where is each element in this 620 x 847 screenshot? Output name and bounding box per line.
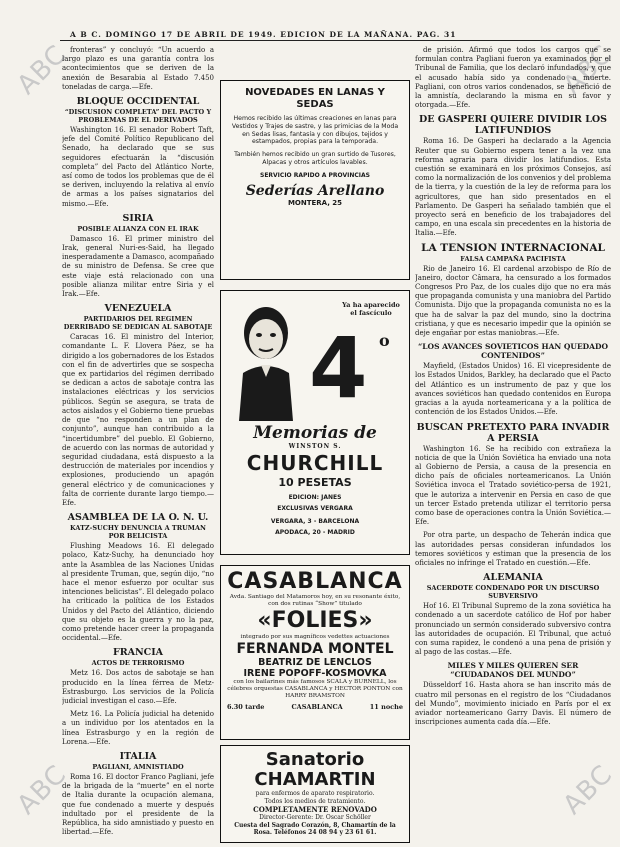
ad1-address: MONTERA, 25 — [287, 198, 343, 207]
col3-s2-sub: FALSA CAMPAÑA PACIFISTA — [460, 254, 566, 263]
ad4-title: Sanatorio CHAMARTIN — [254, 749, 376, 790]
col3-s1-body: Roma 16. De Gasperi ha declarado a la Agencia Reuter que su Gobierno espera tener a la vez una reforma agraria para dividir los latifundios. Esta cuestión se examinará en los próximos Consejos, así como la normalización de los convenios y del problema de la tierra, y la cuestión de la ley de reforma para los agricultores, que han sido presentados en el Parlamento. De Gasperi ha señalado también que el proyecto será en beneficio de los trabajadores del campo, en una escala sin precedentes en la historia de Italia.—Efe. — [415, 137, 611, 238]
right-column — [415, 46, 611, 846]
col1-s5-body2: Metz 16. La Policía judicial ha detenido a un individuo por los atentados en la línea Estrasburgo y en la región de Lorena.—Efe. — [62, 710, 214, 746]
col1-s1-sub: “DISCUSION COMPLETA” DEL PACTO Y PROBLEMAS DE EL DERIVADOS — [64, 108, 212, 125]
watermark-left-bottom: ABC — [11, 759, 73, 821]
col3-s6-title: MILES Y MILES QUIEREN SER “CIUDADANOS DEL MUNDO” — [447, 661, 579, 680]
ad4-line3: COMPLETAMENTE RENOVADO — [253, 805, 377, 814]
col3-s6-body: Düsseldorf 16. Hasta ahora se han inscrito más de cuatro mil personas en el registro de los “Ciudadanos del Mundo”, movimiento iniciado en París por el ex aviador norteamericano Garry Davis. El número de inscripciones aumenta cada día.—Efe. — [415, 681, 611, 727]
ad-sanatorio-chamartin — [220, 745, 410, 843]
col1-s2-body: Damasco 16. El primer ministro del Irak, general Nuri-es-Said, ha llegado inesperadamente a Damasco, acompañado de su ministro de Defensa. Se cree que este viaje está relacionado con una posible alianza militar entre Siria y el Irak.—Efe. — [62, 234, 214, 299]
col1-s2-sub: POSIBLE ALIANZA CON EL IRAK — [77, 224, 199, 233]
ad1-brand: Sederías Arellano — [245, 182, 385, 199]
ad2-edition: EDICION: JANES — [288, 494, 342, 501]
col3-s4-body: Washington 16. Se ha recibido con extrañeza la noticia de que la Unión Soviética ha enviado una nota al Gobierno de Persia, a causa de la presencia en dicho país de oficiales norteamericanos. La Unión Soviética invoca el Tratado soviético-persa de 1921, que le autoriza a intervenir en Persia en caso de que un tercer Estado pretenda utilizar el territorio persa como base de operaciones contra la Unión Soviética.—Efe. — [415, 444, 611, 527]
ad1-title: NOVEDADES EN LANAS Y SEDAS — [245, 87, 385, 110]
ad4-line5: Cuesta del Sagrado Corazón, 8, Chamartín de la Rosa. Teléfonos 24 08 94 y 23 61 61. — [234, 821, 396, 836]
header-rule — [60, 40, 600, 41]
ad-churchill-memoirs — [220, 290, 410, 555]
col1-s6-title: ITALIA — [119, 750, 157, 762]
ad2-price: 10 PESETAS — [278, 476, 352, 489]
col1-s6-body: Roma 16. El doctor Franco Pagliani, jefe de la brigada de la “muerte” en el norte de Italia durante la ocupación alemana, que fue condenado a muerte y después indultado por el presidente de la República, ha sido amnistiado y puesto en libertad.—Efe. — [62, 772, 214, 837]
col1-s5-sub: ACTOS DE TERRORISMO — [91, 659, 185, 668]
ad3-star1: FERNANDA MONTEL — [236, 641, 394, 657]
ad3-extra: con los bailarines más famosos SCALA y BURNELL, los célebres orquestas CASABLANCA y HECTOR PONTON con HARRY BRAMSTON — [227, 679, 403, 699]
ad1-service: SERVICIO RAPIDO A PROVINCIAS — [260, 171, 370, 179]
col3-s5-sub: SACERDOTE CONDENADO POR UN DISCURSO SUBVERSIVO — [426, 584, 600, 601]
ad-casablanca — [220, 565, 410, 740]
ad2-exclusive: EXCLUSIVAS VERGARA — [277, 505, 353, 512]
page-header — [0, 0, 620, 40]
churchill-portrait-image — [235, 301, 297, 421]
col1-s4-sub: KATZ-SUCHY DENUNCIA A TRUMAN POR BELICISTA — [70, 524, 206, 541]
ad3-star2: BEATRIZ DE LENCLOS — [258, 657, 372, 668]
ad2-addr1: VERGARA, 3 - BARCELONA — [270, 518, 360, 525]
ad1-body2: También hemos recibido un gran surtido de Tusores, Alpacas y otros artículos lavables. — [234, 151, 396, 166]
ad2-memorias: Memorias de — [253, 423, 377, 443]
col1-s5-body: Metz 16. Dos actos de sabotaje se han producido en la línea férrea de Metz-Estrasburgo. Los servicios de la Policía judicial investigan el caso.—Efe. — [62, 669, 214, 705]
col3-intro: de prisión. Afirmó que todos los cargos que se formulan contra Pagliani fueron ya examinados por el Tribunal de Familia, que los declaró infundados, y que el acusado había sido ya condenado a muerte. Pagliani, con otros varios condenados, se benefició de la amnistía, declarando la misma en su favor y otorgada.—Efe. — [415, 46, 611, 110]
col3-s3-body: Mayfield, (Estados Unidos) 16. El vicepresidente de los Estados Unidos, Barkley, ha declarado que el Pacto del Atlántico es un instrumento de paz y que los avances soviéticos han quedado contenidos en Europa gracias a la ayuda norteamericana y a la política de contención de los Estados Unidos.—Efe. — [415, 362, 611, 417]
ad3-time2: 11 noche — [369, 703, 403, 711]
col3-s4-body2: Por otra parte, un despacho de Teherán indica que las autoridades persas consideran infundados los temores soviéticos y estiman que la presencia de los oficiales no infringe el Tratado en cuestión.—Efe. — [415, 531, 611, 567]
ad-sederias-arellano — [220, 80, 410, 280]
ad3-casablanca: CASABLANCA — [227, 569, 403, 594]
ad3-schedule — [227, 703, 403, 711]
col1-s6-sub: PAGLIANI, AMNISTIADO — [92, 762, 184, 771]
col1-s1-title: BLOQUE OCCIDENTAL — [76, 96, 200, 108]
ad1-body: Hemos recibido las últimas creaciones en lanas para Vestidos y Trajes de sastre, y las primicias de la Moda en Sedas lisas, fantasía y con dibujos, tejidos y estampados, propias para la temporada. — [231, 115, 399, 146]
ad3-desc: integrado por sus magníficos vedettes actuaciones — [240, 634, 390, 640]
col1-s1-body: Washington 16. El senador Robert Taft, jefe del Comité Político Republicano del Senado, ha declarado que se sus seguidores efectuarán la “discusión completa” del Pacto del Atlántico Norte, así como de todos los problemas que de él se deriven, incluyendo la relativa al envío de armas a los países signatarios del mismo.—Efe. — [62, 126, 214, 208]
left-column — [62, 46, 214, 846]
ad2-announce: Ya ha aparecido el fascículo — [342, 301, 400, 317]
ad2-addr2: APODACA, 20 - MADRID — [275, 529, 355, 536]
watermark-right-bottom: ABC — [557, 759, 619, 821]
col3-s4-title: BUSCAN PRETEXTO PARA INVADIR A PERSIA — [416, 421, 610, 444]
col1-s5-title: FRANCIA — [112, 647, 164, 659]
ad4-line1: para enfermos de aparato respiratorio. — [255, 790, 375, 797]
col1-s3-sub: PARTIDARIOS DEL REGIMEN DERRIBADO SE DEDICAN AL SABOTAJE — [63, 315, 213, 332]
ad2-ordinal: o — [379, 331, 390, 350]
ad3-venue: CASABLANCA — [291, 703, 343, 711]
ad4-line4: Director-Gerente: Dr. Oscar Schöller — [259, 814, 371, 821]
col1-intro: fronteras” y concluyó: “Un acuerdo a largo plazo es una garantía contra los acontecimientos que se deriven de la anexión de Besarabia al Estado 7.450 toneladas de carga.—Efe. — [62, 46, 214, 91]
col1-s3-title: VENEZUELA — [104, 303, 172, 315]
watermark-right-top: ABC — [557, 39, 619, 101]
col3-s2-title: LA TENSION INTERNACIONAL — [421, 241, 605, 254]
ad3-star3: IRENE POPOFF-KOSMOVKA — [243, 668, 387, 679]
ad2-number: 4 — [309, 319, 368, 417]
ad2-winston: WINSTON S. — [288, 443, 342, 450]
ad4-line2: Todos los medios de tratamiento. — [264, 797, 366, 805]
col3-s2-body: Rio de Janeiro 16. El cardenal arzobispo de Río de Janeiro, doctor Câmara, ha censurado a los formados Congresos Pro Paz, de los cuales dijo que no era más que propaganda comunista y una maniobra del Partido Comunista. Dijo que la propaganda comunista no es la que ha de salvar la paz del mundo, sino la doctrina cristiana, y que es necesario impedir que la opinión se deje engañar por estas maniobras.—Efe. — [415, 264, 611, 338]
header-line: A B C. DOMINGO 17 DE ABRIL DE 1949. EDICION DE LA MAÑANA. PAG. 31 — [70, 30, 457, 39]
col3-s3-title: “LOS AVANCES SOVIETICOS HAN QUEDADO CONTENIDOS” — [417, 342, 609, 361]
col1-s2-title: SIRIA — [122, 212, 154, 224]
ad2-churchill: CHURCHILL — [246, 451, 384, 475]
col3-s1-title: DE GASPERI QUIERE DIVIDIR LOS LATIFUNDIOS — [418, 114, 608, 137]
col1-s4-title: ASAMBLEA DE LA O. N. U. — [67, 512, 209, 524]
col1-s4-body: Flushing Meadows 16. El delegado polaco, Katz-Suchy, ha denunciado hoy ante la Asamblea de las Naciones Unidas al presidente Truman, que, según dijo, “no hace el menor esfuerzo por ocultar sus intenciones belicistas”. El delegado polaco ha criticado la política de los Estados Unidos y del Pacto del Atlántico, diciendo que su objeto es la guerra y no la paz, como pretende hacer creer la propaganda occidental.—Efe. — [62, 542, 214, 643]
col1-s3-body: Caracas 16. El ministro del Interior, comandante L. F. Llovera Páez, se ha dirigido a los gobernadores de los Estados con el fin de advertirles que se sospecha que ex partidarios del régimen derribado se dedican a actos de sabotaje contra las instalaciones eléctricas y los servicios públicos. Según se asegura, se trata de actos aislados y el Gobierno tiene pruebas de que “no responden a un plan de conjunto”, aunque han contribuido a la “incertidumbre” del pueblo. El Gobierno, de acuerdo con las normas de autoridad y seguridad ciudadana, está dispuesto a la destrucción de materiales por incendios y explosiones, produciendo un apagón general eléctrico y de comunicaciones y falta de corriente durante largo tiempo.—Efe. — [62, 333, 214, 507]
ad3-folies: «FOLIES» — [257, 608, 373, 633]
ad3-time1: 6.30 tarde — [227, 703, 265, 711]
col3-s5-title: ALEMANIA — [483, 572, 543, 584]
col3-s5-body: Hof 16. El Tribunal Supremo de la zona soviética ha condenado a un sacerdote católico de Hof por haber pronunciado un sermón considerado subversivo contra las autoridades de ocupación. El Tribunal, que actuó con suma rapidez, le condenó a una pena de prisión y al pago de las costas.—Efe. — [415, 602, 611, 657]
ad3-intro: Avda. Santiago del Matamoros hoy, en su resonante éxito, con dos rutinas “Show” titulado — [229, 594, 401, 607]
watermark-left-top: ABC — [11, 39, 73, 101]
